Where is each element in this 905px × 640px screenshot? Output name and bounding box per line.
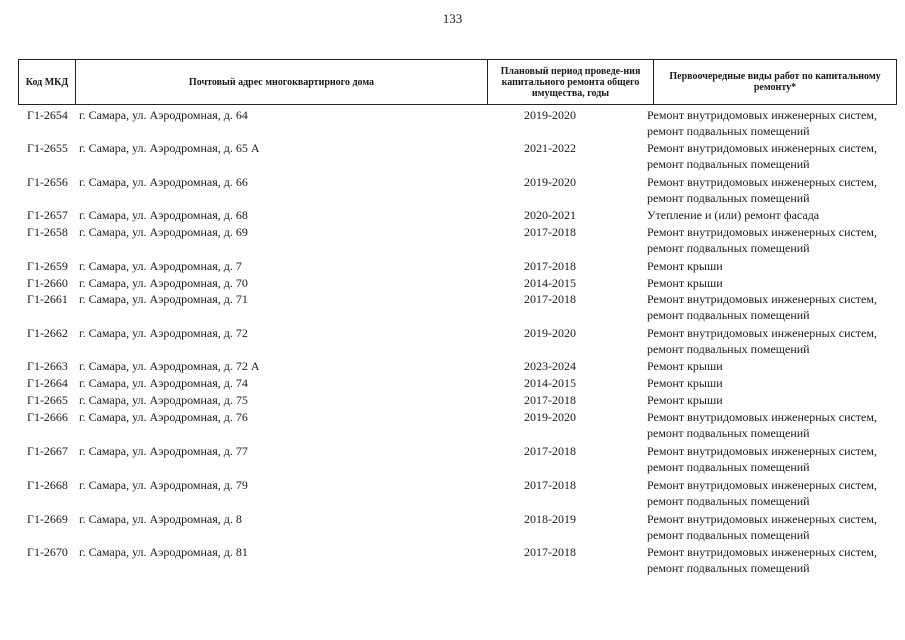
cell-code: Г1-2654 xyxy=(27,108,68,122)
cell-address: г. Самара, ул. Аэродромная, д. 70 xyxy=(79,276,248,290)
cell-address: г. Самара, ул. Аэродромная, д. 8 xyxy=(79,512,242,526)
cell-period: 2020-2021 xyxy=(524,208,576,222)
cell-code: Г1-2657 xyxy=(27,208,68,222)
cell-period: 2017-2018 xyxy=(524,393,576,407)
cell-code: Г1-2659 xyxy=(27,259,68,273)
cell-period: 2018-2019 xyxy=(524,512,576,526)
cell-code: Г1-2668 xyxy=(27,478,68,492)
cell-work-line: Ремонт крыши xyxy=(647,359,723,373)
cell-address: г. Самара, ул. Аэродромная, д. 65 А xyxy=(79,141,260,155)
cell-address: г. Самара, ул. Аэродромная, д. 79 xyxy=(79,478,248,492)
cell-work-line: ремонт подвальных помещений xyxy=(647,342,810,356)
cell-work-line: ремонт подвальных помещений xyxy=(647,124,810,138)
cell-period: 2019-2020 xyxy=(524,108,576,122)
cell-work-line: Ремонт внутридомовых инженерных систем, xyxy=(647,108,877,122)
cell-work-line: Утепление и (или) ремонт фасада xyxy=(647,208,820,222)
cell-work-line: ремонт подвальных помещений xyxy=(647,308,810,322)
cell-address: г. Самара, ул. Аэродромная, д. 68 xyxy=(79,208,248,222)
cell-period: 2017-2018 xyxy=(524,259,576,273)
cell-code: Г1-2658 xyxy=(27,225,68,239)
cell-code: Г1-2660 xyxy=(27,276,68,290)
cell-period: 2019-2020 xyxy=(524,410,576,424)
cell-work-line: ремонт подвальных помещений xyxy=(647,561,810,575)
cell-address: г. Самара, ул. Аэродромная, д. 76 xyxy=(79,410,248,424)
cell-code: Г1-2670 xyxy=(27,545,68,559)
cell-address: г. Самара, ул. Аэродромная, д. 7 xyxy=(79,259,242,273)
cell-work-line: ремонт подвальных помещений xyxy=(647,494,810,508)
cell-address: г. Самара, ул. Аэродромная, д. 81 xyxy=(79,545,248,559)
cell-work-line: Ремонт внутридомовых инженерных систем, xyxy=(647,175,877,189)
cell-address: г. Самара, ул. Аэродромная, д. 69 xyxy=(79,225,248,239)
cell-code: Г1-2662 xyxy=(27,326,68,340)
cell-work-line: Ремонт внутридомовых инженерных систем, xyxy=(647,512,877,526)
cell-work-line: Ремонт внутридомовых инженерных систем, xyxy=(647,225,877,239)
cell-work-line: Ремонт внутридомовых инженерных систем, xyxy=(647,326,877,340)
cell-code: Г1-2667 xyxy=(27,444,68,458)
cell-code: Г1-2655 xyxy=(27,141,68,155)
cell-code: Г1-2664 xyxy=(27,376,68,390)
cell-work-line: Ремонт внутридомовых инженерных систем, xyxy=(647,410,877,424)
cell-address: г. Самара, ул. Аэродромная, д. 77 xyxy=(79,444,248,458)
cell-work-line: ремонт подвальных помещений xyxy=(647,528,810,542)
cell-code: Г1-2663 xyxy=(27,359,68,373)
cell-code: Г1-2666 xyxy=(27,410,68,424)
cell-work-line: Ремонт внутридомовых инженерных систем, xyxy=(647,292,877,306)
cell-period: 2019-2020 xyxy=(524,175,576,189)
cell-work-line: Ремонт внутридомовых инженерных систем, xyxy=(647,141,877,155)
cell-work-line: Ремонт крыши xyxy=(647,376,723,390)
cell-period: 2017-2018 xyxy=(524,478,576,492)
cell-work-line: ремонт подвальных помещений xyxy=(647,157,810,171)
cell-period: 2017-2018 xyxy=(524,444,576,458)
cell-period: 2021-2022 xyxy=(524,141,576,155)
cell-work-line: Ремонт крыши xyxy=(647,276,723,290)
cell-work-line: ремонт подвальных помещений xyxy=(647,460,810,474)
cell-address: г. Самара, ул. Аэродромная, д. 72 А xyxy=(79,359,260,373)
header-code: Код МКД xyxy=(19,60,76,104)
cell-period: 2023-2024 xyxy=(524,359,576,373)
cell-address: г. Самара, ул. Аэродромная, д. 74 xyxy=(79,376,248,390)
header-address: Почтовый адрес многоквартирного дома xyxy=(76,60,488,104)
cell-work-line: ремонт подвальных помещений xyxy=(647,191,810,205)
cell-address: г. Самара, ул. Аэродромная, д. 66 xyxy=(79,175,248,189)
cell-address: г. Самара, ул. Аэродромная, д. 64 xyxy=(79,108,248,122)
cell-code: Г1-2669 xyxy=(27,512,68,526)
cell-code: Г1-2665 xyxy=(27,393,68,407)
cell-code: Г1-2656 xyxy=(27,175,68,189)
cell-period: 2019-2020 xyxy=(524,326,576,340)
cell-address: г. Самара, ул. Аэродромная, д. 75 xyxy=(79,393,248,407)
header-period: Плановый период проведе-ния капитального ремонта общего имущества, годы xyxy=(488,60,654,104)
header-works: Первоочередные виды работ по капитальному ремонту* xyxy=(669,71,881,93)
cell-address: г. Самара, ул. Аэродромная, д. 71 xyxy=(79,292,248,306)
cell-address: г. Самара, ул. Аэродромная, д. 72 xyxy=(79,326,248,340)
cell-work-line: ремонт подвальных помещений xyxy=(647,241,810,255)
cell-work-line: Ремонт внутридомовых инженерных систем, xyxy=(647,545,877,559)
cell-work-line: Ремонт крыши xyxy=(647,393,723,407)
cell-work-line: ремонт подвальных помещений xyxy=(647,426,810,440)
page-number: 133 xyxy=(442,11,463,26)
cell-period: 2014-2015 xyxy=(524,376,576,390)
cell-work-line: Ремонт внутридомовых инженерных систем, xyxy=(647,478,877,492)
cell-period: 2017-2018 xyxy=(524,225,576,239)
cell-period: 2017-2018 xyxy=(524,292,576,306)
cell-code: Г1-2661 xyxy=(27,292,68,306)
cell-work-line: Ремонт крыши xyxy=(647,259,723,273)
cell-work-line: Ремонт внутридомовых инженерных систем, xyxy=(647,444,877,458)
cell-period: 2017-2018 xyxy=(524,545,576,559)
cell-period: 2014-2015 xyxy=(524,276,576,290)
